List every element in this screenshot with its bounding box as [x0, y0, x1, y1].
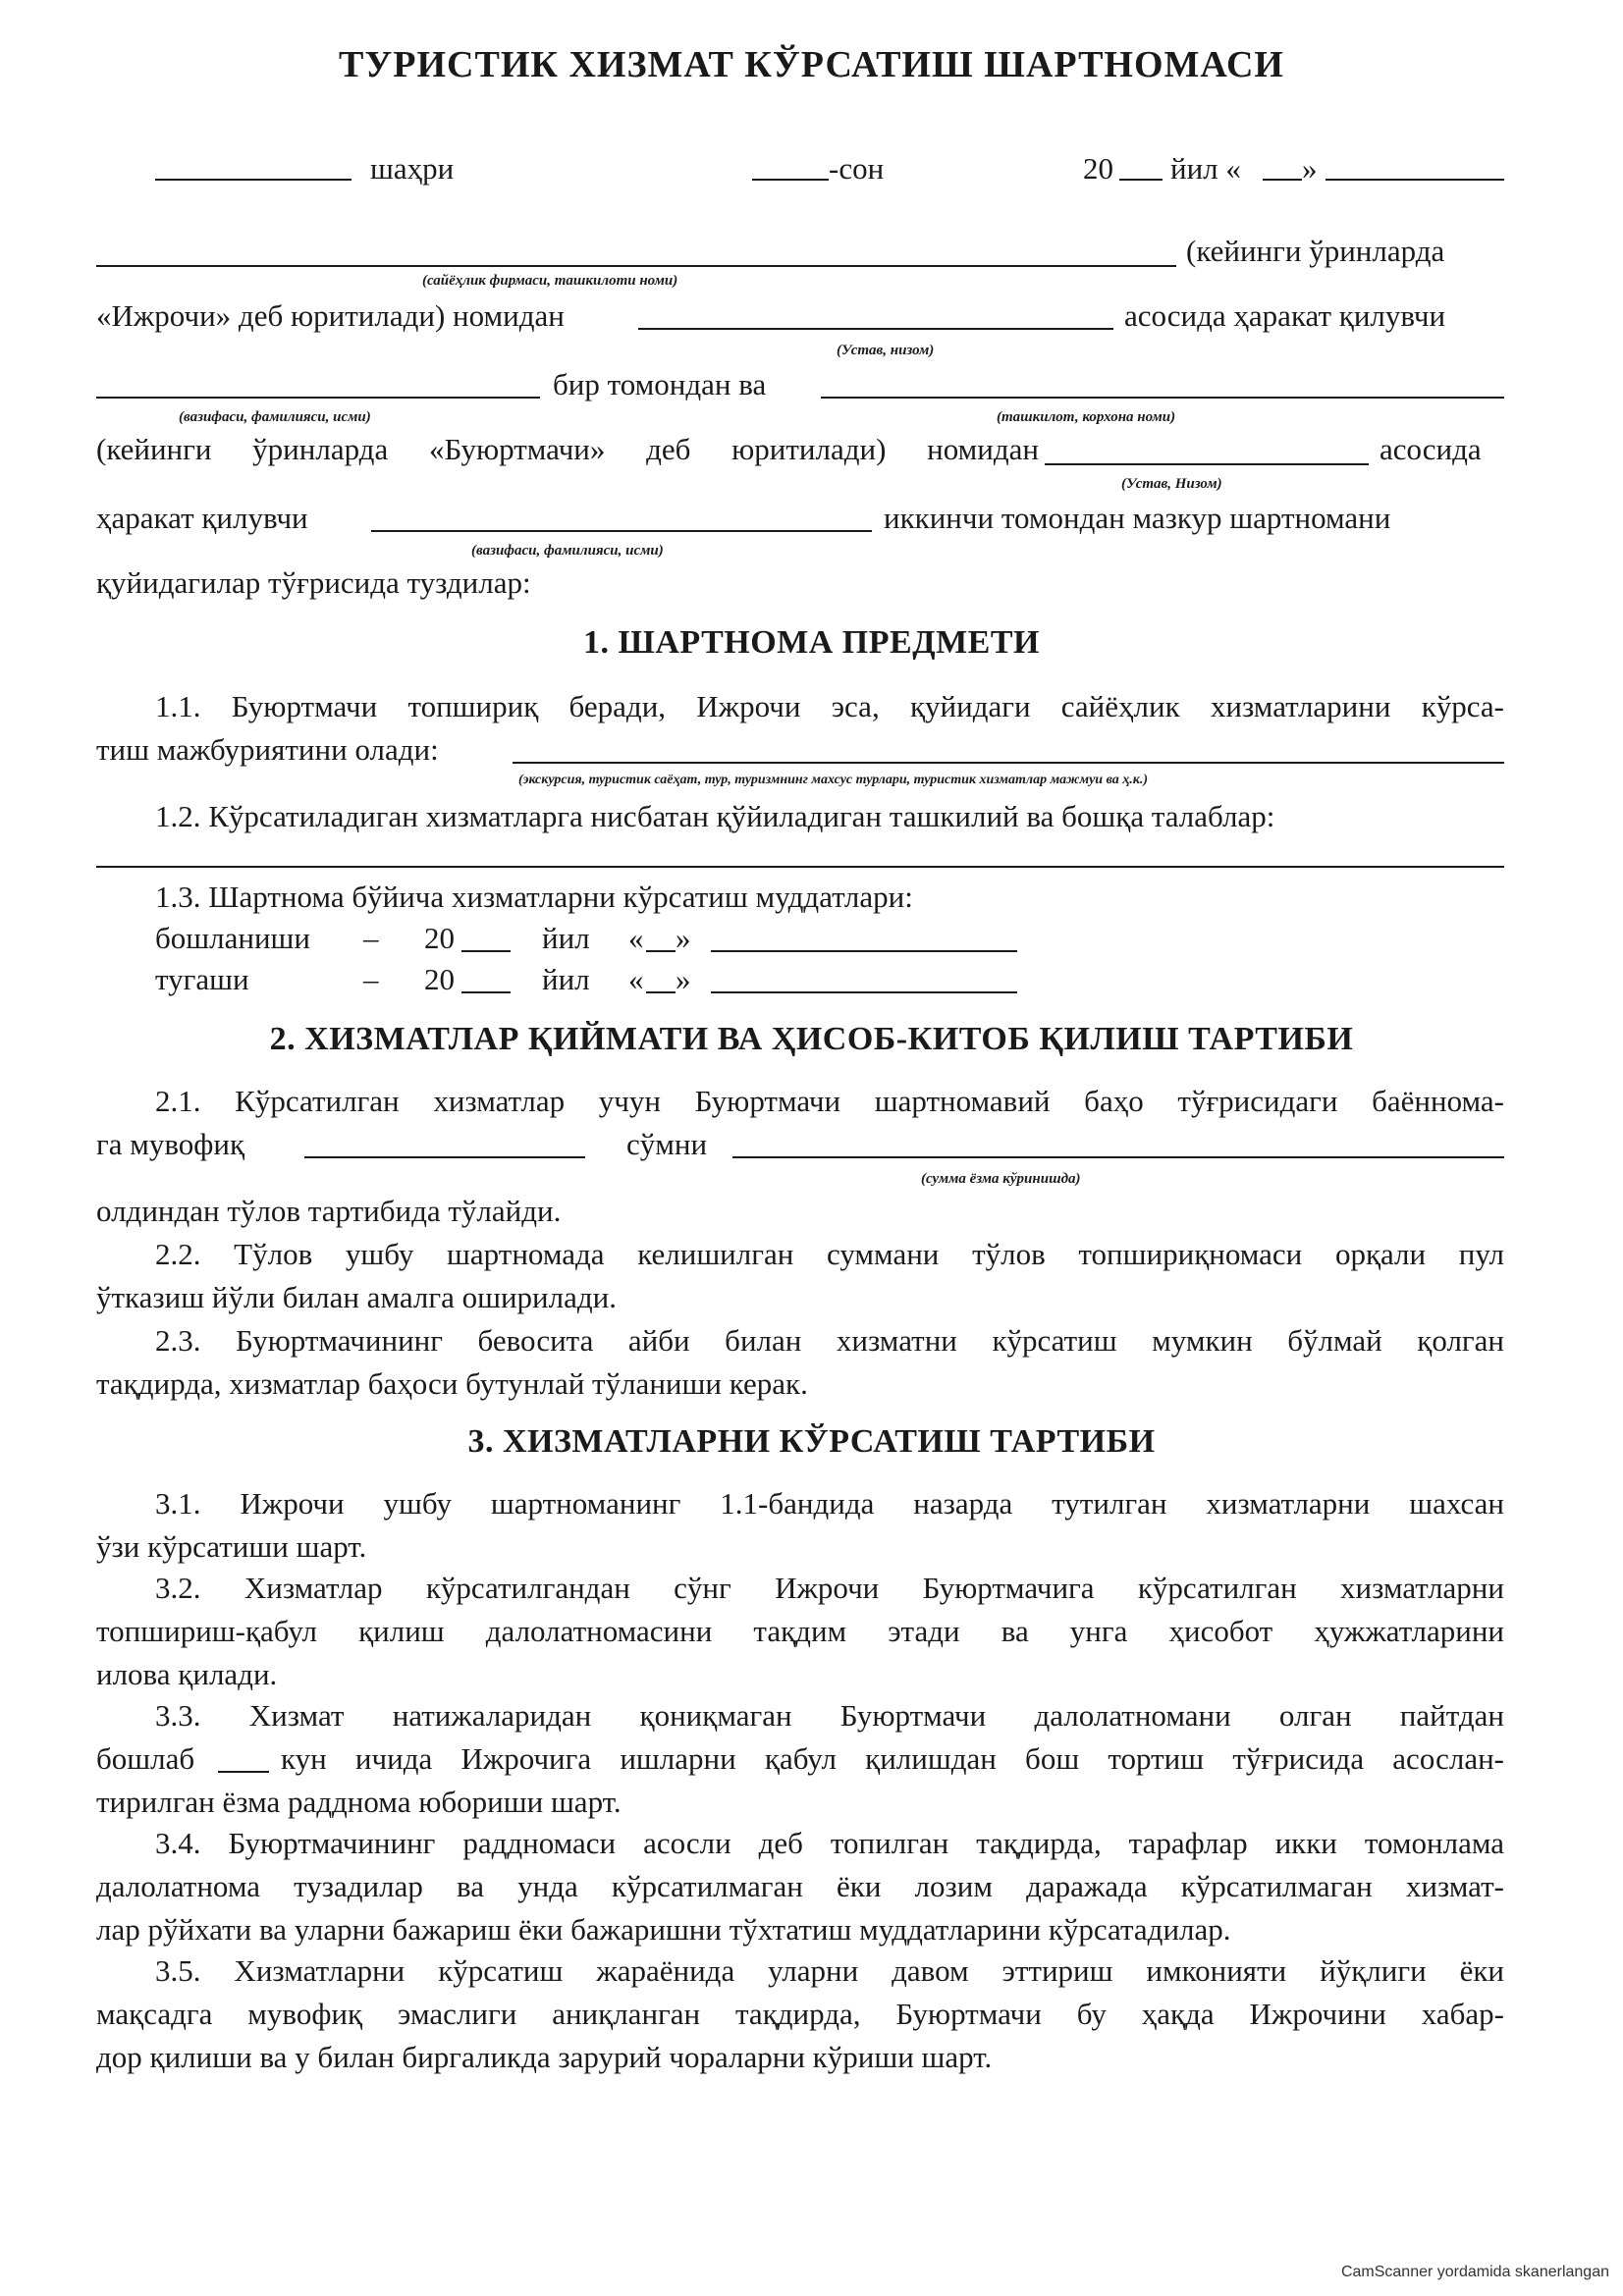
start-quote-open: «: [628, 921, 644, 955]
caption-amount: (сумма ёзма кўринишда): [921, 1171, 1081, 1187]
start-quote-close: »: [676, 921, 691, 955]
caption-ustav-1: (Устав, низом): [837, 343, 935, 358]
preamble-line3-end: бир томондан ва: [553, 367, 767, 401]
start-dash: –: [363, 921, 379, 955]
day-blank: [1263, 179, 1302, 181]
clause-3-5-line1: 3.5. Хизматларни кўрсатиш жараёнида уларни давом эттириш имконияти йўқлиги ёки: [155, 1953, 1504, 1988]
start-label: бошланиши: [155, 921, 311, 955]
preamble-line5-end: иккинчи томондан мазкур шартномани: [884, 501, 1391, 535]
caption-organization: (ташкилот, корхона номи): [997, 409, 1176, 425]
clause-3-5-line2: мақсадга мувофиқ эмаслиги аниқланган тақдирда, Буюртмачи бу ҳақда Ижрочини хабар-: [96, 1997, 1504, 2031]
start-year-prefix: 20: [424, 921, 455, 955]
caption-position-2: (вазифаси, фамилияси, исми): [471, 543, 664, 559]
clause-2-1-line1: 2.1. Кўрсатилган хизматлар учун Буюртмачи шартномавий баҳо тўғрисидаги баённома-: [155, 1084, 1504, 1118]
preamble-line4: [96, 430, 1039, 469]
end-year-prefix: 20: [424, 962, 455, 996]
client-basis-blank: [1045, 463, 1369, 465]
end-quote-open: «: [628, 962, 644, 996]
month-blank: [1325, 179, 1504, 181]
amount-digits-blank: [304, 1156, 585, 1158]
clause-3-3-line2b: кун ичида Ижрочига ишларни қабул қилишдан бош тортиш тўғрисида асослан-: [281, 1741, 1504, 1776]
clause-3-2-line1: 3.2. Хизматлар кўрсатилгандан сўнг Ижрочи Буюртмачига кўрсатилган хизматларни: [155, 1571, 1504, 1605]
caption-ustav-2: (Устав, Низом): [1121, 476, 1222, 492]
section-2-heading: 2. ХИЗМАТЛАР ҚИЙМАТИ ВА ҲИСОБ-КИТОБ ҚИЛИШ ТАРТИБИ: [269, 1021, 1354, 1057]
clause-3-1-line2: ўзи кўрсатиши шарт.: [96, 1529, 367, 1564]
clause-2-3-line2: тақдирда, хизматлар баҳоси бутунлай тўланиши керак.: [96, 1366, 808, 1401]
clause-1-3: 1.3. Шартнома бўйича хизматларни кўрсатиш муддатлари:: [155, 880, 913, 914]
client-position-blank: [371, 530, 872, 532]
days-blank: [218, 1771, 269, 1773]
year-label: йил «: [1170, 151, 1241, 186]
year-prefix: 20: [1083, 151, 1113, 186]
clause-2-2-line1: 2.2. Тўлов ушбу шартномада келишилган суммани тўлов топшириқномаси орқали пул: [155, 1237, 1504, 1271]
clause-1-1-line2: тиш мажбуриятини олади:: [96, 732, 439, 767]
clause-2-2-line2: ўтказиш йўли билан амалга оширилади.: [96, 1280, 617, 1314]
services-type-blank: [513, 762, 1504, 764]
number-blank: [752, 179, 829, 181]
end-month-blank: [711, 991, 1017, 993]
day-close-quote: »: [1302, 151, 1318, 186]
clause-3-3-line2a: бошлаб: [96, 1741, 195, 1776]
end-quote-close: »: [676, 962, 691, 996]
clause-2-3-line1: 2.3. Буюртмачининг бевосита айби билан хизматни кўрсатиш мумкин бўлмай қолган: [155, 1323, 1504, 1358]
requirements-blank: [96, 866, 1504, 868]
preamble-line4-start: (кейинги ўринларда «Буюртмачи» деб юритилади) номидан: [96, 432, 1039, 466]
clause-3-2-line3: илова қилади.: [96, 1657, 278, 1691]
clause-2-1-line3: олдиндан тўлов тартибида тўлайди.: [96, 1194, 562, 1228]
end-label: тугаши: [155, 962, 249, 996]
number-label: -сон: [829, 151, 885, 186]
city-label: шаҳри: [370, 151, 455, 186]
preamble-line1-end: (кейинги ўринларда: [1186, 234, 1445, 268]
start-year-blank: [461, 950, 511, 952]
firm-name-blank: [96, 265, 1176, 267]
clause-1-1-line1: 1.1. Буюртмачи топшириқ беради, Ижрочи эса, қуйидаги сайёҳлик хизматларини кўрса-: [155, 689, 1504, 723]
amount-words-blank: [732, 1156, 1504, 1158]
clause-2-1-line2a: га мувофиқ: [96, 1127, 245, 1161]
client-org-blank: [821, 397, 1504, 399]
end-year-label: йил: [542, 962, 590, 996]
end-day-blank: [646, 991, 676, 993]
caption-firm: (сайёҳлик фирмаси, ташкилоти номи): [422, 273, 678, 289]
caption-position-1: (вазифаси, фамилияси, исми): [179, 409, 371, 425]
city-blank: [155, 179, 352, 181]
executor-basis-blank: [638, 328, 1113, 330]
clause-3-4-line2: далолатнома тузадилар ва унда кўрсатилмаган ёки лозим даражада кўрсатилмаган хизмат-: [96, 1869, 1504, 1903]
preamble-line4-end: асосида: [1380, 432, 1482, 466]
end-dash: –: [363, 962, 379, 996]
clause-3-2-line2: топшириш-қабул қилиш далолатномасини тақдим этади ва унга ҳисобот ҳужжатларини: [96, 1614, 1504, 1648]
start-month-blank: [711, 950, 1017, 952]
year-blank: [1119, 179, 1163, 181]
start-year-label: йил: [542, 921, 590, 955]
executor-position-blank: [96, 397, 540, 399]
section-3-heading: 3. ХИЗМАТЛАРНИ КЎРСАТИШ ТАРТИБИ: [467, 1423, 1156, 1460]
clause-3-1-line1: 3.1. Ижрочи ушбу шартноманинг 1.1-бандида назарда тутилган хизматларни шахсан: [155, 1486, 1504, 1521]
clause-3-5-line3: дор қилиши ва у билан биргаликда зарурий чораларни кўриши шарт.: [96, 2040, 993, 2074]
scanner-watermark: CamScanner yordamida skanerlangan: [1340, 2264, 1609, 2280]
section-1-heading: 1. ШАРТНОМА ПРЕДМЕТИ: [583, 624, 1040, 661]
clause-3-4-line3: лар рўйхати ва уларни бажариш ёки бажаришни тўхтатиш муддатларини кўрсатадилар.: [96, 1912, 1231, 1947]
start-day-blank: [646, 950, 676, 952]
document-title: ТУРИСТИК ХИЗМАТ КЎРСАТИШ ШАРТНОМАСИ: [339, 44, 1284, 85]
preamble-line5-start: ҳаракат қилувчи: [96, 501, 308, 535]
end-year-blank: [461, 991, 511, 993]
preamble-line2-end: асосида ҳаракат қилувчи: [1124, 298, 1446, 333]
clause-3-4-line1: 3.4. Буюртмачининг раддномаси асосли деб топилган тақдирда, тарафлар икки томонлама: [155, 1826, 1504, 1860]
clause-2-1-line2b: сўмни: [626, 1127, 708, 1161]
clause-1-2: 1.2. Кўрсатиладиган хизматларга нисбатан қўйиладиган ташкилий ва бошқа талаблар:: [155, 799, 1275, 833]
clause-3-3-line1: 3.3. Хизмат натижаларидан қониқмаган Буюртмачи далолатномани олган пайтдан: [155, 1698, 1504, 1733]
preamble-line2-start: «Ижрочи» деб юритилади) номидан: [96, 298, 565, 333]
clause-3-3-line3: тирилган ёзма радднома юбориши шарт.: [96, 1785, 622, 1819]
preamble-line6: қуйидагилар тўғрисида туздилар:: [96, 565, 531, 600]
caption-services: (экскурсия, туристик саёҳат, тур, туризмнинг махсус турлари, туристик хизматлар мажмуи ва ҳ.к.): [518, 773, 1148, 787]
